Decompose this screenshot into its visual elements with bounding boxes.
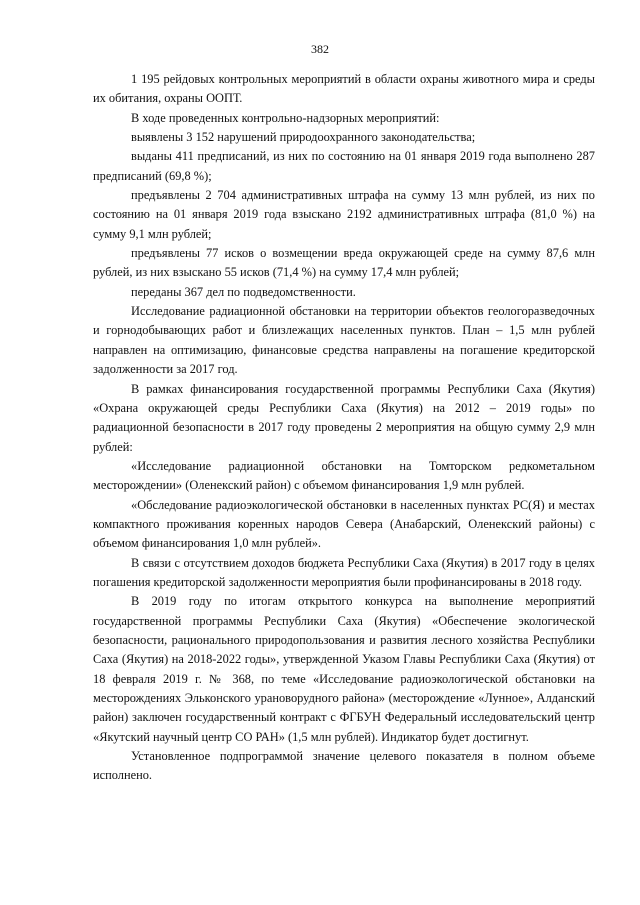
paragraph: предъявлены 2 704 административных штрафа на сумму 13 млн рублей, из них по состоянию на 01 января 2019 года взыскано 2192 административных штрафа (81,0 %) на сумму 9,1 млн рублей; [93,188,595,241]
paragraph: В связи с отсутствием доходов бюджета Республики Саха (Якутия) в 2017 году в целях погашения кредиторской задолженности мероприятия были профинансированы в 2018 году. [93,555,595,589]
paragraph: В 2019 году по итогам открытого конкурса на выполнение мероприятий государственной программы Республики Саха (Якутия) «Обеспечение экологической безопасности, рационального природопользования и развития лесного хозяйства Республики Саха (Якутия) на 2018-2022 годы», утвержденной Указом Главы Республики Саха (Якутия) от 18 февраля 2019 г. № 368, по теме «Исследование радиоэкологической обстановки на месторождениях Эльконского урановорудного района» (месторождение «Лунное», Алданский район) заключен государственный контракт с ФГБУН Федеральный исследовательский центр «Якутский научный центр СО РАН» (1,5 млн рублей). Индикатор будет достигнут. [93,594,595,744]
paragraph: Установленное подпрограммой значение целевого показателя в полном объеме исполнено. [93,749,595,783]
paragraph: 1 195 рейдовых контрольных мероприятий в области охраны животного мира и среды их обитания, охраны ООПТ. [93,72,595,106]
paragraph: Исследование радиационной обстановки на территории объектов геологоразведочных и горнодобывающих работ и близлежащих населенных пунктов. План – 1,5 млн рублей направлен на оптимизацию, финансовые средства направлены на погашение кредиторской задолженности за 2017 год. [93,304,595,377]
paragraph: предъявлены 77 исков о возмещении вреда окружающей среде на сумму 87,6 млн рублей, из них взыскано 55 исков (71,4 %) на сумму 17,4 млн рублей; [93,246,595,280]
paragraph: В рамках финансирования государственной программы Республики Саха (Якутия) «Охрана окружающей среды Республики Саха (Якутия) на 2012 – 2019 годы» по радиационной безопасности в 2017 году проведены 2 мероприятия на общую сумму 2,9 млн рублей: [93,381,595,454]
paragraph: «Исследование радиационной обстановки на Томторском редкометальном месторождении» (Оленекский район) с объемом финансирования 1,9 млн рублей. [93,458,595,493]
paragraph: В ходе проведенных контрольно-надзорных мероприятий: [131,110,440,125]
page-number: 382 [311,42,329,56]
paragraph: переданы 367 дел по подведомственности. [131,284,356,299]
paragraph: «Обследование радиоэкологической обстановки в населенных пунктах РС(Я) и местах компактного проживания коренных народов Севера (Анабарский, Оленекский районы) с объемом финансирования 1,0 млн рублей». [93,497,595,551]
paragraph: выявлены 3 152 нарушений природоохранного законодательства; [131,130,476,145]
document-body [93,70,595,786]
paragraph: выданы 411 предписаний, из них по состоянию на 01 января 2019 года выполнено 287 предписаний (69,8 %); [93,149,595,183]
